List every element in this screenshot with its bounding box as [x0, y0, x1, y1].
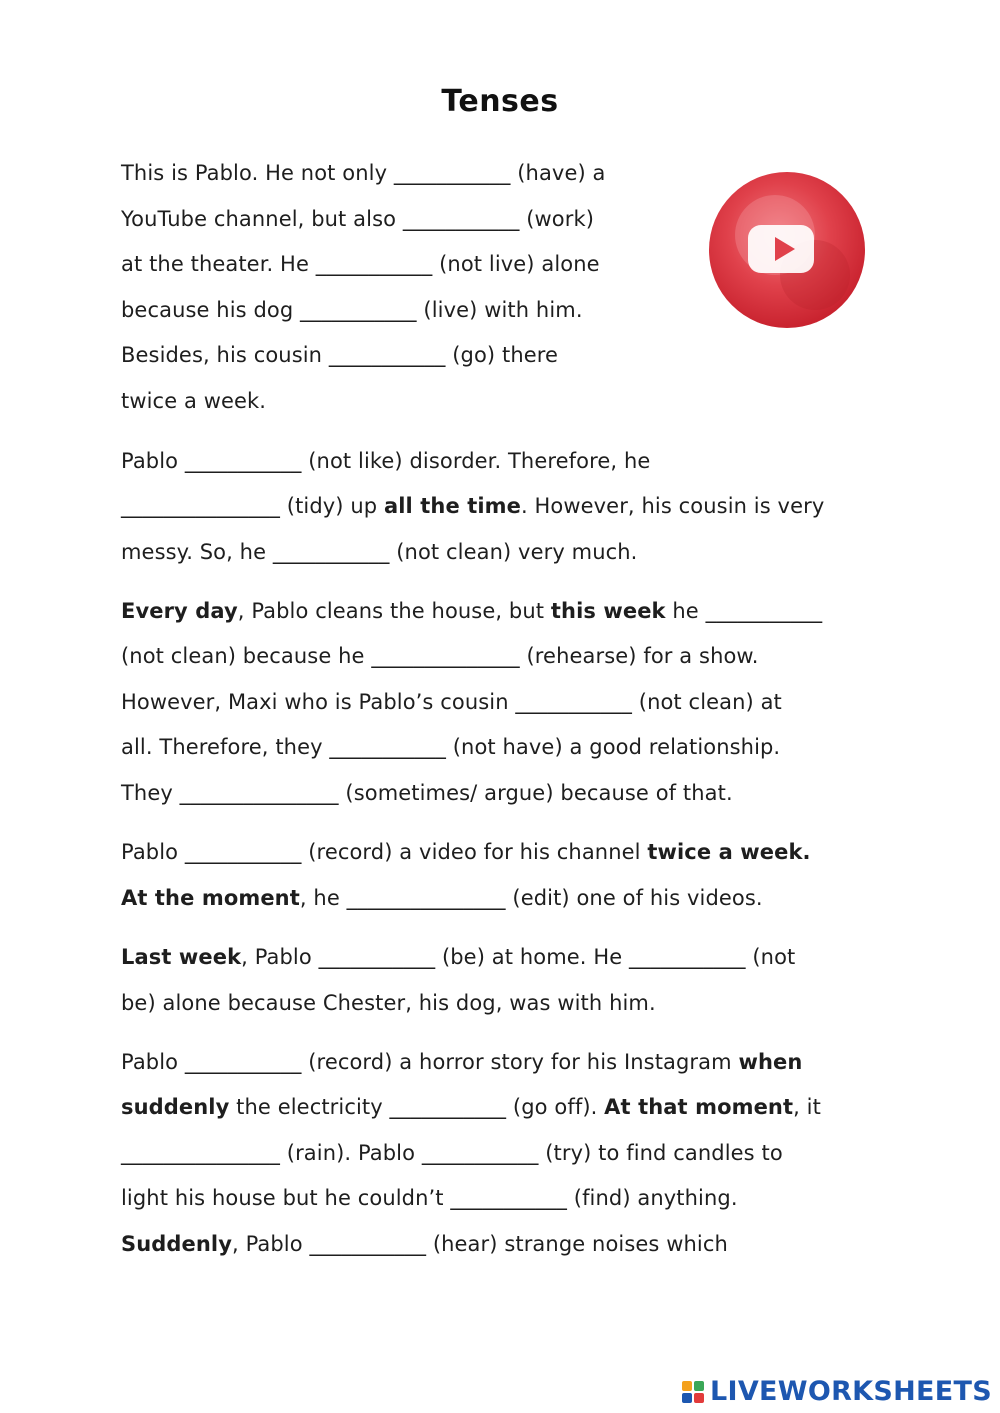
text-line [121, 537, 637, 567]
text-segment: he ___________ [665, 599, 823, 623]
bold-phrase: all the time [383, 494, 521, 518]
text-segment: light his house but he couldn’t ___________ (find) anything. [121, 1186, 738, 1210]
text-segment: Pablo ___________ (not like) disorder. Therefore, he [121, 449, 651, 473]
text-segment: , Pablo cleans the house, but [237, 599, 551, 623]
text-line [121, 1229, 728, 1259]
text-segment: , Pablo ___________ (be) at home. He ___________ (not [241, 945, 796, 969]
text-line [121, 778, 733, 808]
text-segment: ___________ (have) a [393, 161, 606, 185]
text-segment: the electricity ___________ (go off). [229, 1095, 605, 1119]
text-line [121, 249, 600, 279]
text-line [121, 1183, 738, 1213]
text-line [121, 837, 811, 867]
bold-phrase: Suddenly [121, 1232, 233, 1256]
brand-name: LIVEWORKSHEETS [709, 1376, 992, 1407]
text-segment: . However, his cousin is very [520, 494, 825, 518]
mark-square [694, 1393, 704, 1403]
text-line [121, 883, 763, 913]
text-line [121, 732, 780, 762]
page-title: Tenses [441, 84, 559, 119]
text-segment: Pablo ___________ (record) a horror story for his Instagram [121, 1050, 739, 1074]
text-segment: because his dog ___________ (live) with him. [121, 298, 583, 322]
mark-square [682, 1393, 692, 1403]
text-segment: However, Maxi who is Pablo’s cousin ___________ (not clean) at [121, 690, 782, 714]
text-line [121, 1138, 783, 1168]
text-segment: , he _______________ (edit) one of his videos. [299, 886, 763, 910]
text-line [121, 687, 782, 717]
text-segment: , Pablo ___________ (hear) strange noises which [232, 1232, 728, 1256]
text-segment: (not clean) because he ______________ (rehearse) for a show. [121, 644, 759, 668]
liveworksheets-mark-icon [682, 1381, 704, 1403]
text-segment: This is Pablo. He not only [121, 161, 394, 185]
text-line [121, 988, 656, 1018]
text-line [121, 641, 759, 671]
text-segment: YouTube channel, but also ___________ (work) [121, 207, 595, 231]
text-line [121, 942, 795, 972]
text-line [121, 295, 583, 325]
text-line [121, 340, 558, 370]
text-segment: Pablo ___________ (record) a video for his channel [121, 840, 648, 864]
text-segment: be) alone because Chester, his dog, was with him. [121, 991, 656, 1015]
bold-phrase: At the moment [121, 886, 300, 910]
text-segment: twice a week. [121, 389, 267, 413]
bold-phrase: Every day [121, 599, 238, 623]
text-line [121, 446, 650, 476]
text-segment: They _______________ (sometimes/ argue) because of that. [121, 781, 733, 805]
text-line [121, 1047, 802, 1077]
liveworksheets-logo [682, 1376, 992, 1407]
mark-square [694, 1381, 704, 1391]
text-line [121, 1092, 821, 1122]
mark-square [682, 1381, 692, 1391]
bold-phrase: twice a week. [647, 840, 811, 864]
text-line [121, 204, 594, 234]
youtube-icon [690, 165, 880, 345]
text-segment: all. Therefore, they ___________ (not have) a good relationship. [121, 735, 781, 759]
text-line [121, 491, 824, 521]
bold-phrase: when [738, 1050, 803, 1074]
text-line [121, 158, 606, 188]
text-segment: _______________ (rain). Pablo ___________ (try) to find candles to [121, 1141, 783, 1165]
bold-phrase: Last week [121, 945, 242, 969]
bold-phrase: suddenly [121, 1095, 230, 1119]
text-segment: Besides, his cousin ___________ (go) there [121, 343, 559, 367]
text-line [121, 386, 266, 416]
bold-phrase: At that moment [604, 1095, 794, 1119]
text-line [121, 596, 822, 626]
text-segment: _______________ (tidy) up [121, 494, 384, 518]
bold-phrase: this week [550, 599, 666, 623]
text-segment: , it [793, 1095, 821, 1119]
text-segment: messy. So, he ___________ (not clean) very much. [121, 540, 638, 564]
text-segment: at the theater. He ___________ (not live) alone [121, 252, 600, 276]
